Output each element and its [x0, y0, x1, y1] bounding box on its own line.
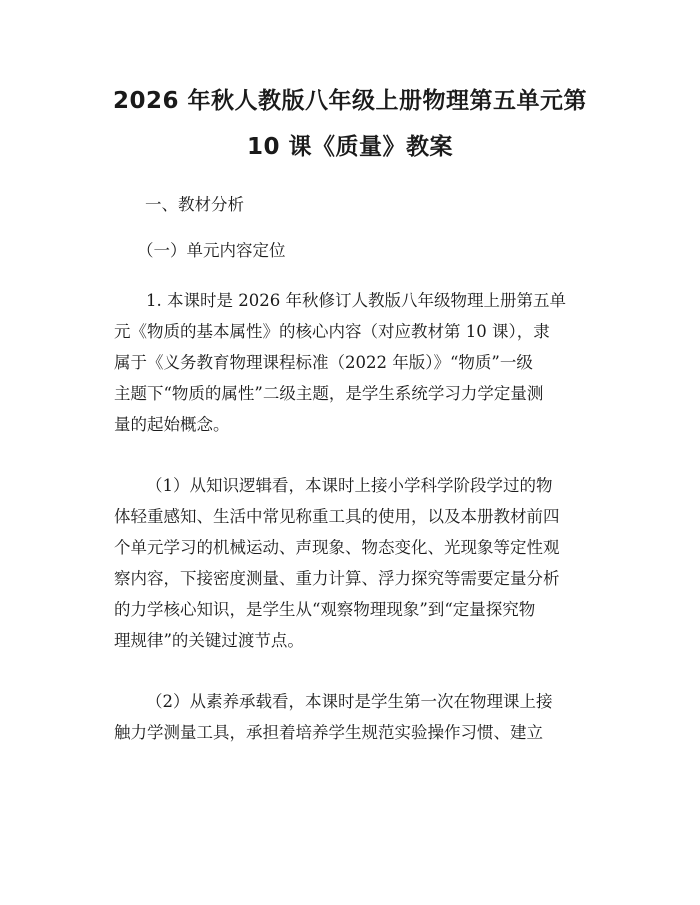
paragraph-3: [114, 686, 594, 748]
paragraph-2-line-2: 体轻重感知、生活中常见称重工具的使用，以及本册教材前四: [114, 507, 560, 526]
paragraph-1-line-3: 属于《义务教育物理课程标准（2022 年版）》“物质”一级: [114, 353, 533, 372]
document-title: [90, 78, 610, 170]
paragraph-2-line-6: 理规律”的关键过渡节点。: [114, 631, 304, 650]
title-line-2: 10 课《质量》教案: [246, 134, 453, 160]
paragraph-1-line-2: 元《物质的基本属性》的核心内容（对应教材第 10 课），隶: [114, 322, 550, 341]
subsection-heading-unit-positioning: （一）单元内容定位: [137, 241, 286, 260]
paragraph-2: [114, 470, 594, 656]
paragraph-3-line-2: 触力学测量工具，承担着培养学生规范实验操作习惯、建立: [114, 723, 543, 742]
paragraph-2-line-1: （1）从知识逻辑看，本课时上接小学科学阶段学过的物: [146, 476, 553, 495]
paragraph-2-line-3: 个单元学习的机械运动、声现象、物态变化、光现象等定性观: [114, 538, 560, 557]
title-line-1: 2026 年秋人教版八年级上册物理第五单元第: [112, 88, 588, 114]
paragraph-2-line-4: 察内容，下接密度测量、重力计算、浮力探究等需要定量分析: [114, 569, 560, 588]
paragraph-1-line-5: 量的起始概念。: [114, 415, 230, 434]
section-heading-teaching-material-analysis: 一、教材分析: [145, 195, 244, 214]
paragraph-1: [114, 285, 594, 440]
paragraph-3-line-1: （2）从素养承载看，本课时是学生第一次在物理课上接: [146, 692, 553, 711]
paragraph-2-line-5: 的力学核心知识，是学生从“观察物理现象”到“定量探究物: [114, 600, 536, 619]
paragraph-1-line-1: 1. 本课时是 2026 年秋修订人教版八年级物理上册第五单: [146, 291, 566, 310]
paragraph-1-line-4: 主题下“物质的属性”二级主题，是学生系统学习力学定量测: [114, 384, 544, 403]
